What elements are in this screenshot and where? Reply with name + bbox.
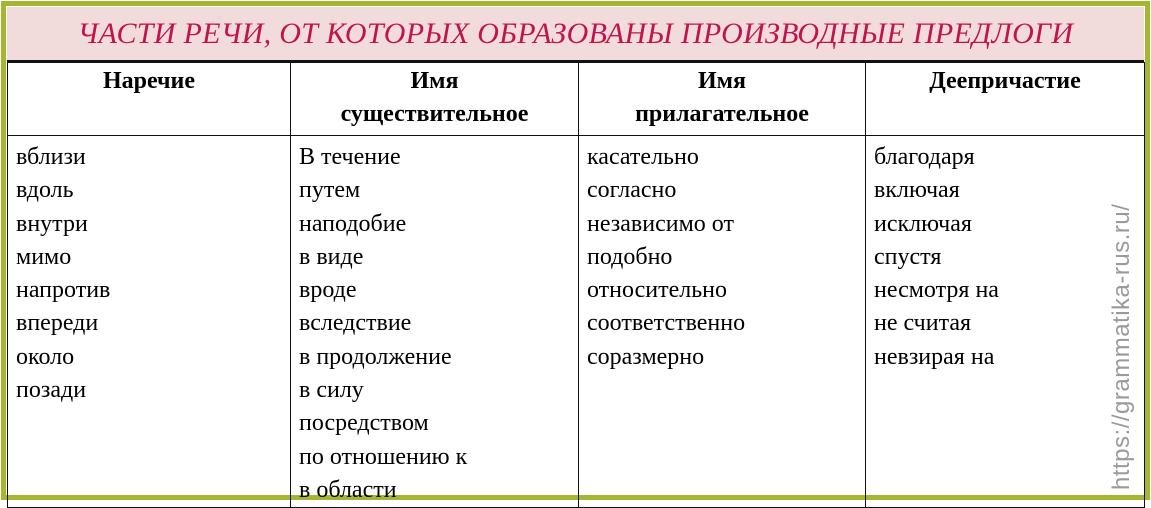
table-row — [8, 136, 1145, 508]
header-row — [8, 63, 1145, 136]
list-item: впереди — [16, 310, 99, 337]
list-item: благодаря — [874, 144, 975, 170]
header-noun-label-line2: существительное — [340, 101, 529, 127]
list-item: не считая — [874, 310, 972, 337]
list-item: наподобие — [299, 210, 407, 237]
header-adjective — [579, 63, 866, 136]
list-item: включая — [874, 177, 960, 204]
adjective-cell — [579, 136, 866, 508]
list-item: вследствие — [299, 310, 412, 337]
list-item: спустя — [874, 243, 942, 270]
list-item: В течение — [299, 144, 401, 170]
list-item: невзирая на — [874, 343, 995, 370]
list-item: в области — [299, 476, 397, 503]
list-item: соразмерно — [587, 343, 705, 370]
header-gerund-label: Деепричастие — [929, 68, 1081, 94]
list-item: независимо от — [587, 210, 734, 237]
list-item: путем — [299, 177, 361, 204]
site-watermark: https://grammatika-rus.ru/ — [1108, 203, 1135, 490]
list-item: вдоль — [16, 177, 74, 204]
list-item: в продолжение — [299, 343, 452, 370]
title-band — [7, 7, 1144, 62]
list-item: несмотря на — [874, 277, 999, 304]
list-item: согласно — [587, 177, 677, 204]
list-item: в силу — [299, 377, 364, 404]
list-item: напротив — [16, 277, 111, 304]
list-item: вблизи — [16, 144, 86, 170]
list-item: соответственно — [587, 310, 746, 337]
list-item: в виде — [299, 243, 364, 270]
header-gerund — [866, 63, 1145, 136]
list-item: мимо — [16, 243, 72, 270]
header-adjective-label: Имя — [698, 68, 746, 94]
list-item: внутри — [16, 210, 88, 237]
prepositions-table — [7, 62, 1145, 508]
header-adverb-label: Наречие — [102, 68, 196, 94]
header-noun — [291, 63, 579, 136]
header-adjective-label-line2: прилагательное — [635, 101, 809, 127]
list-item: относительно — [587, 277, 728, 304]
noun-cell — [291, 136, 579, 508]
list-item: по отношению к — [299, 443, 468, 470]
header-noun-label: Имя — [410, 68, 459, 94]
table-title: ЧАСТИ РЕЧИ, ОТ КОТОРЫХ ОБРАЗОВАНЫ ПРОИЗВОДНЫЕ ПРЕДЛОГИ — [77, 16, 1074, 50]
list-item: исключая — [874, 210, 972, 237]
list-item: вроде — [299, 277, 357, 304]
list-item: посредством — [299, 410, 429, 437]
gerund-cell — [866, 136, 1145, 508]
adverb-cell — [8, 136, 291, 508]
list-item: позади — [16, 377, 87, 404]
list-item: около — [16, 343, 75, 370]
list-item: подобно — [587, 243, 673, 270]
header-adverb — [8, 63, 291, 136]
list-item: касательно — [587, 144, 699, 170]
